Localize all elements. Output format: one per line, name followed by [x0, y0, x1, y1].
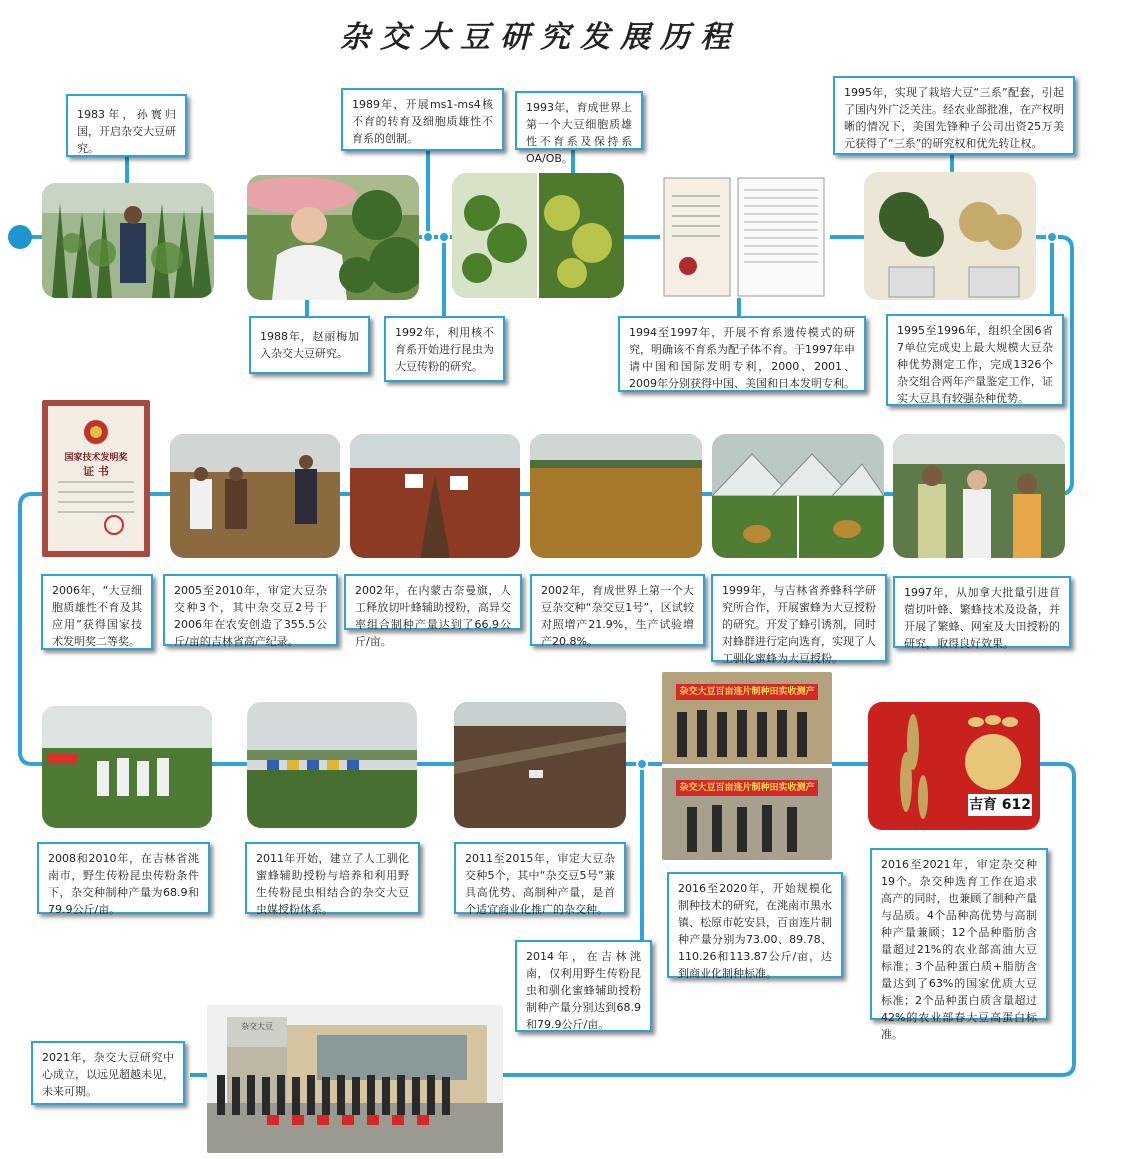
photo-2011-harvest-field: [454, 702, 626, 828]
timeline-start-dot: [8, 225, 32, 249]
event-2005-2010: 2005至2010年，审定大豆杂交种3个，其中杂交豆2号于2006年在农安创造了355.5公斤/亩的吉林省高产纪录。: [163, 574, 338, 646]
photo-1993-plants: [452, 173, 624, 298]
photo-2011-beehives: [247, 702, 417, 828]
event-2006: 2006年，“大豆细胞质雄性不育及其应用”获得国家技术发明奖二等奖。: [41, 574, 153, 650]
photo-2002-hybrid-field: [530, 434, 702, 558]
certificate-heading: 国家技术发明奖: [64, 453, 128, 463]
photo-1997-greenhouse-people: [893, 434, 1065, 558]
event-1999: 1999年，与吉林省养蜂科学研究所合作，开展蜜蜂为大豆授粉的研究。开发了蜂引诱剂，同时对蜂群进行定向选育，实现了人工驯化蜜蜂为大豆授粉。: [711, 574, 887, 662]
photo-2005-field-people: [170, 434, 340, 558]
photo-1995-potted-plants: [864, 172, 1036, 300]
variety-label: 吉育 612: [968, 794, 1032, 816]
photo-2016-variety-jiyu612: [868, 702, 1040, 830]
event-1988: 1988年，赵丽梅加入杂交大豆研究。: [249, 316, 370, 374]
photo-2021-research-center: [207, 1005, 503, 1153]
certificate-label: 证 书: [83, 465, 109, 478]
event-2021: 2021年，杂交大豆研究中心成立，以远见超越未见，未来可期。: [31, 1041, 185, 1105]
photo-1983-field: [42, 183, 214, 298]
event-2016-2020: 2016至2020年，开始规模化制种技术的研究，在洮南市黑水镇、松原市乾安县，百亩连片制种产量分别为73.00、89.78、110.26和113.87公斤/亩，达到商业化制种标准。: [667, 872, 843, 978]
event-1983: 1983年，孙寰归国，开启杂交大豆研究。: [66, 94, 187, 157]
event-2002-pollination: 2002年，在内蒙古奈曼旗，人工释放切叶蜂辅助授粉，高异交率组合制种产量达到了66.9公斤/亩。: [344, 574, 522, 630]
timeline-dot: [438, 231, 450, 243]
timeline-dot: [636, 758, 648, 770]
event-1989: 1989年，开展ms1-ms4核不育的转育及细胞质雄性不育系的创制。: [341, 88, 504, 151]
timeline-dot: [1046, 231, 1058, 243]
event-1997: 1997年，从加拿大批量引进苜蓿切叶蜂、繁蜂技术及设备，并开展了繁蜂、网室及大田授粉的研究，取得良好效果。: [893, 576, 1071, 648]
event-1995: 1995年，实现了栽培大豆“三系”配套，引起了国内外广泛关注。经农业部批准，在产权明晰的情况下，美国先锋种子公司出资25万美元获得了“三系”的研究权和优先转让权。: [833, 76, 1075, 155]
event-2016-2021: 2016至2021年，审定杂交种19个。杂交种选育工作在追求高产的同时，也兼顾了制种产量与品质。4个品种高优势与高制种产量兼顾；12个品种脂肪含量超过21%的农业部高油大豆标准；3个品种蛋白质+脂肪含量达到了63%的国家优质大豆标准；2个品种蛋白质含量超过42%的农业部春大豆高蛋白标准。: [870, 848, 1048, 1020]
event-1992: 1992年，利用核不育系开始进行昆虫为大豆传粉的研究。: [384, 316, 505, 382]
event-1993: 1993年，育成世界上第一个大豆细胞质雄性不育系及保持系OA/OB。: [515, 91, 643, 150]
photo-2016-group-banners: [662, 672, 832, 860]
event-1995-1996: 1995至1996年，组织全国6省7单位完成史上最大规模大豆杂种优势测定工作，完成1326个杂交组合两年产量鉴定工作，证实大豆具有较强杂种优势。: [886, 314, 1064, 406]
banner-bottom: 杂交大豆百亩连片制种田实收测产: [679, 783, 815, 793]
timeline-dot: [422, 231, 434, 243]
page-title: 杂交大豆研究发展历程: [340, 20, 740, 55]
photo-2006-certificate: [42, 400, 150, 557]
photo-patent-documents: [660, 176, 830, 298]
event-2002-hybrid: 2002年，育成世界上第一个大豆杂交种“杂交豆1号”，区试较对照增产21.9%，生产试验增产20.8%。: [530, 574, 705, 646]
event-2011-2015: 2011至2015年，审定大豆杂交种5个，其中“杂交豆5号”兼具高优势、高制种产量，是首个适宜商业化推广的杂交种。: [454, 842, 626, 914]
photo-1999-bees-greenhouse: [712, 434, 884, 558]
photo-2008-group-field: [42, 706, 212, 828]
event-2008-2010: 2008和2010年，在吉林省洮南市，野生传粉昆虫传粉条件下，杂交种制种产量为68.9和79.9公斤/亩。: [37, 842, 210, 914]
event-2014: 2014年，在吉林洮南，仅利用野生传粉昆虫和驯化蜜蜂辅助授粉制种产量分别达到68.9和79.9公斤/亩。: [515, 940, 652, 1032]
photo-1988-researcher: [247, 175, 419, 300]
banner-top: 杂交大豆百亩连片制种田实收测产: [679, 687, 815, 697]
photo-2002-field-rows: [350, 434, 520, 558]
event-2011-pollination: 2011年开始，建立了人工驯化蜜蜂辅助授粉与培养和利用野生传粉昆虫相结合的杂交大豆虫媒授粉体系。: [245, 842, 420, 914]
event-1994-1997: 1994至1997年，开展不育系遗传模式的研究，明确该不育系为配子体不育。于1997年申请中国和国际发明专利，2000、2001、2009年分别获得中国、美国和日本发明专利。: [618, 316, 866, 392]
building-sign: 杂交大豆: [241, 1022, 273, 1031]
